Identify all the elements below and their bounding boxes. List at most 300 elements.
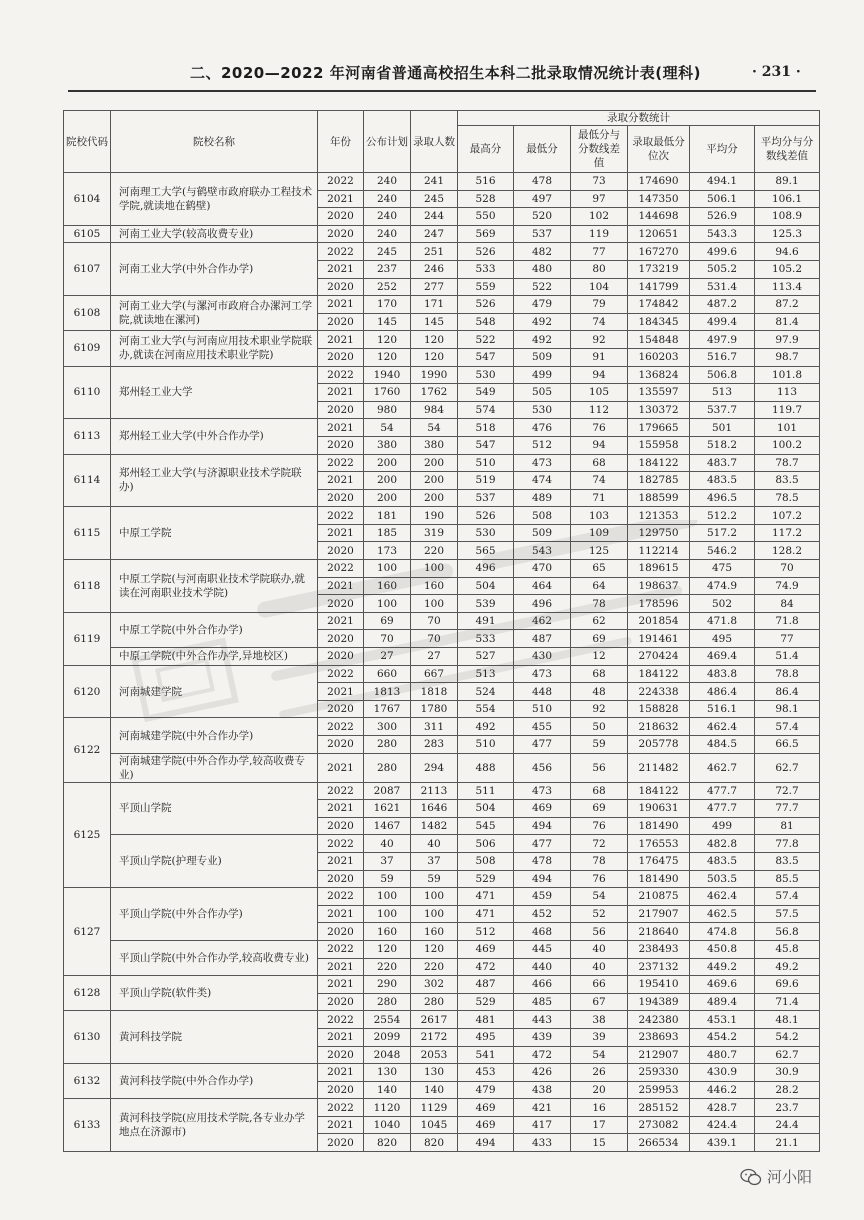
cell-year: 2022 bbox=[318, 888, 364, 906]
cell-admitted: 100 bbox=[411, 595, 458, 613]
cell-rank: 190631 bbox=[628, 800, 690, 818]
cell-min: 426 bbox=[514, 1064, 571, 1082]
cell-year: 2021 bbox=[318, 683, 364, 701]
page-number: · 231 · bbox=[752, 64, 801, 80]
cell-name: 平顶山学院(软件类) bbox=[111, 976, 318, 1011]
cell-diff: 20 bbox=[571, 1081, 628, 1099]
table-row bbox=[64, 331, 820, 349]
cell-avg: 501 bbox=[690, 419, 755, 437]
cell-max: 554 bbox=[458, 700, 514, 718]
cell-avg-diff: 51.4 bbox=[755, 648, 820, 666]
cell-rank: 120651 bbox=[628, 225, 690, 243]
cell-avg: 546.2 bbox=[690, 542, 755, 560]
cell-max: 518 bbox=[458, 419, 514, 437]
cell-avg-diff: 106.1 bbox=[755, 190, 820, 208]
cell-admitted: 200 bbox=[411, 489, 458, 507]
table-row bbox=[64, 225, 820, 243]
cell-year: 2022 bbox=[318, 173, 364, 191]
cell-rank: 144698 bbox=[628, 208, 690, 226]
cell-rank: 218632 bbox=[628, 718, 690, 736]
cell-admitted: 100 bbox=[411, 888, 458, 906]
cell-rank: 167270 bbox=[628, 243, 690, 261]
cell-rank: 194389 bbox=[628, 993, 690, 1011]
cell-avg-diff: 94.6 bbox=[755, 243, 820, 261]
cell-year: 2020 bbox=[318, 278, 364, 296]
cell-rank: 211482 bbox=[628, 753, 690, 782]
cell-admitted: 2617 bbox=[411, 1011, 458, 1029]
cell-avg-diff: 107.2 bbox=[755, 507, 820, 525]
cell-diff: 94 bbox=[571, 366, 628, 384]
cell-avg: 499 bbox=[690, 817, 755, 835]
cell-diff: 64 bbox=[571, 577, 628, 595]
cell-avg-diff: 77 bbox=[755, 630, 820, 648]
cell-min: 479 bbox=[514, 296, 571, 314]
cell-year: 2021 bbox=[318, 419, 364, 437]
cell-avg-diff: 72.7 bbox=[755, 782, 820, 800]
cell-avg: 469.4 bbox=[690, 648, 755, 666]
cell-plan: 1467 bbox=[364, 817, 411, 835]
cell-admitted: 1646 bbox=[411, 800, 458, 818]
cell-code: 6118 bbox=[64, 560, 111, 613]
cell-max: 529 bbox=[458, 870, 514, 888]
cell-avg-diff: 128.2 bbox=[755, 542, 820, 560]
cell-name: 平顶山学院 bbox=[111, 782, 318, 835]
cell-avg: 449.2 bbox=[690, 958, 755, 976]
cell-admitted: 820 bbox=[411, 1134, 458, 1152]
cell-max: 530 bbox=[458, 366, 514, 384]
cell-year: 2020 bbox=[318, 208, 364, 226]
cell-year: 2020 bbox=[318, 630, 364, 648]
cell-avg-diff: 84 bbox=[755, 595, 820, 613]
cell-rank: 238693 bbox=[628, 1028, 690, 1046]
cell-code: 6120 bbox=[64, 665, 111, 718]
cell-admitted: 283 bbox=[411, 736, 458, 754]
cell-name: 黄河科技学院(应用技术学院,各专业办学地点在济源市) bbox=[111, 1099, 318, 1152]
cell-min: 440 bbox=[514, 958, 571, 976]
col-header-avg-diff: 平均分与分数线差值 bbox=[755, 126, 820, 173]
cell-year: 2020 bbox=[318, 648, 364, 666]
cell-avg: 496.5 bbox=[690, 489, 755, 507]
cell-year: 2020 bbox=[318, 1081, 364, 1099]
cell-admitted: 2172 bbox=[411, 1028, 458, 1046]
cell-avg-diff: 56.8 bbox=[755, 923, 820, 941]
cell-year: 2021 bbox=[318, 472, 364, 490]
cell-code: 6114 bbox=[64, 454, 111, 507]
cell-rank: 224338 bbox=[628, 683, 690, 701]
cell-avg: 497.9 bbox=[690, 331, 755, 349]
cell-plan: 140 bbox=[364, 1081, 411, 1099]
cell-diff: 62 bbox=[571, 612, 628, 630]
cell-max: 547 bbox=[458, 436, 514, 454]
cell-avg-diff: 77.7 bbox=[755, 800, 820, 818]
cell-rank: 184122 bbox=[628, 454, 690, 472]
cell-diff: 76 bbox=[571, 817, 628, 835]
cell-min: 487 bbox=[514, 630, 571, 648]
cell-plan: 1760 bbox=[364, 384, 411, 402]
cell-min: 510 bbox=[514, 700, 571, 718]
cell-avg: 483.8 bbox=[690, 665, 755, 683]
cell-avg: 494.1 bbox=[690, 173, 755, 191]
cell-diff: 66 bbox=[571, 976, 628, 994]
cell-code: 6128 bbox=[64, 976, 111, 1011]
cell-plan: 120 bbox=[364, 940, 411, 958]
cell-diff: 109 bbox=[571, 524, 628, 542]
cell-plan: 54 bbox=[364, 419, 411, 437]
cell-plan: 181 bbox=[364, 507, 411, 525]
cell-name: 河南城建学院(中外合作办学,较高收费专业) bbox=[111, 753, 318, 782]
cell-year: 2021 bbox=[318, 800, 364, 818]
cell-plan: 130 bbox=[364, 1064, 411, 1082]
cell-min: 455 bbox=[514, 718, 571, 736]
cell-year: 2021 bbox=[318, 260, 364, 278]
cell-diff: 74 bbox=[571, 313, 628, 331]
cell-max: 547 bbox=[458, 348, 514, 366]
cell-min: 485 bbox=[514, 993, 571, 1011]
cell-avg: 482.8 bbox=[690, 835, 755, 853]
watermark-brand-text: 河小阳 bbox=[767, 1168, 813, 1186]
cell-year: 2021 bbox=[318, 753, 364, 782]
cell-admitted: 100 bbox=[411, 560, 458, 578]
cell-year: 2022 bbox=[318, 835, 364, 853]
cell-avg-diff: 113.4 bbox=[755, 278, 820, 296]
cell-admitted: 1482 bbox=[411, 817, 458, 835]
cell-name: 中原工学院 bbox=[111, 507, 318, 560]
cell-admitted: 245 bbox=[411, 190, 458, 208]
cell-plan: 380 bbox=[364, 436, 411, 454]
cell-min: 543 bbox=[514, 542, 571, 560]
cell-year: 2021 bbox=[318, 1028, 364, 1046]
cell-min: 473 bbox=[514, 665, 571, 683]
cell-diff: 40 bbox=[571, 958, 628, 976]
cell-diff: 15 bbox=[571, 1134, 628, 1152]
cell-avg: 439.1 bbox=[690, 1134, 755, 1152]
cell-diff: 91 bbox=[571, 348, 628, 366]
cell-diff: 112 bbox=[571, 401, 628, 419]
cell-diff: 68 bbox=[571, 665, 628, 683]
cell-plan: 120 bbox=[364, 348, 411, 366]
cell-min: 448 bbox=[514, 683, 571, 701]
cell-avg-diff: 69.6 bbox=[755, 976, 820, 994]
cell-plan: 27 bbox=[364, 648, 411, 666]
cell-rank: 189615 bbox=[628, 560, 690, 578]
cell-min: 478 bbox=[514, 852, 571, 870]
cell-max: 548 bbox=[458, 313, 514, 331]
cell-year: 2021 bbox=[318, 612, 364, 630]
cell-code: 6108 bbox=[64, 296, 111, 331]
cell-code: 6110 bbox=[64, 366, 111, 419]
admission-statistics-table bbox=[63, 110, 820, 1152]
cell-admitted: 120 bbox=[411, 940, 458, 958]
cell-plan: 100 bbox=[364, 888, 411, 906]
cell-admitted: 277 bbox=[411, 278, 458, 296]
cell-code: 6125 bbox=[64, 782, 111, 888]
cell-plan: 660 bbox=[364, 665, 411, 683]
cell-avg-diff: 28.2 bbox=[755, 1081, 820, 1099]
cell-admitted: 190 bbox=[411, 507, 458, 525]
cell-year: 2021 bbox=[318, 1116, 364, 1134]
col-header-admitted: 录取人数 bbox=[411, 111, 458, 173]
col-header-plan: 公布计划 bbox=[364, 111, 411, 173]
cell-avg-diff: 105.2 bbox=[755, 260, 820, 278]
cell-plan: 2554 bbox=[364, 1011, 411, 1029]
cell-avg-diff: 117.2 bbox=[755, 524, 820, 542]
cell-min: 509 bbox=[514, 524, 571, 542]
cell-year: 2022 bbox=[318, 507, 364, 525]
cell-avg-diff: 101 bbox=[755, 419, 820, 437]
table-body bbox=[64, 173, 820, 1152]
cell-name: 河南工业大学(中外合作办学) bbox=[111, 243, 318, 296]
cell-max: 492 bbox=[458, 718, 514, 736]
cell-rank: 181490 bbox=[628, 870, 690, 888]
cell-avg-diff: 86.4 bbox=[755, 683, 820, 701]
cell-year: 2020 bbox=[318, 542, 364, 560]
cell-max: 522 bbox=[458, 331, 514, 349]
cell-diff: 50 bbox=[571, 718, 628, 736]
cell-diff: 76 bbox=[571, 870, 628, 888]
cell-admitted: 251 bbox=[411, 243, 458, 261]
cell-min: 492 bbox=[514, 331, 571, 349]
table-row bbox=[64, 976, 820, 994]
cell-plan: 237 bbox=[364, 260, 411, 278]
cell-rank: 173219 bbox=[628, 260, 690, 278]
cell-rank: 266534 bbox=[628, 1134, 690, 1152]
cell-plan: 200 bbox=[364, 454, 411, 472]
cell-plan: 185 bbox=[364, 524, 411, 542]
cell-diff: 94 bbox=[571, 436, 628, 454]
cell-diff: 103 bbox=[571, 507, 628, 525]
cell-avg-diff: 125.3 bbox=[755, 225, 820, 243]
cell-admitted: 1762 bbox=[411, 384, 458, 402]
cell-rank: 188599 bbox=[628, 489, 690, 507]
cell-min: 430 bbox=[514, 648, 571, 666]
cell-year: 2022 bbox=[318, 1011, 364, 1029]
cell-year: 2021 bbox=[318, 905, 364, 923]
cell-avg: 495 bbox=[690, 630, 755, 648]
cell-name: 郑州轻工业大学(与济源职业技术学院联办) bbox=[111, 454, 318, 507]
cell-rank: 242380 bbox=[628, 1011, 690, 1029]
cell-name: 河南工业大学(较高收费专业) bbox=[111, 225, 318, 243]
cell-max: 565 bbox=[458, 542, 514, 560]
cell-avg: 446.2 bbox=[690, 1081, 755, 1099]
cell-year: 2022 bbox=[318, 454, 364, 472]
cell-min: 459 bbox=[514, 888, 571, 906]
cell-year: 2020 bbox=[318, 595, 364, 613]
cell-avg-diff: 97.9 bbox=[755, 331, 820, 349]
cell-diff: 40 bbox=[571, 940, 628, 958]
cell-plan: 240 bbox=[364, 225, 411, 243]
cell-avg: 462.5 bbox=[690, 905, 755, 923]
cell-max: 539 bbox=[458, 595, 514, 613]
cell-max: 494 bbox=[458, 1134, 514, 1152]
cell-admitted: 247 bbox=[411, 225, 458, 243]
table-row bbox=[64, 665, 820, 683]
cell-avg: 428.7 bbox=[690, 1099, 755, 1117]
cell-avg: 480.7 bbox=[690, 1046, 755, 1064]
cell-year: 2020 bbox=[318, 870, 364, 888]
cell-max: 495 bbox=[458, 1028, 514, 1046]
cell-avg-diff: 48.1 bbox=[755, 1011, 820, 1029]
table-row bbox=[64, 1099, 820, 1117]
cell-rank: 195410 bbox=[628, 976, 690, 994]
cell-min: 477 bbox=[514, 835, 571, 853]
cell-avg: 469.6 bbox=[690, 976, 755, 994]
cell-plan: 820 bbox=[364, 1134, 411, 1152]
cell-min: 489 bbox=[514, 489, 571, 507]
cell-diff: 56 bbox=[571, 753, 628, 782]
wechat-icon bbox=[740, 1168, 762, 1186]
cell-diff: 67 bbox=[571, 993, 628, 1011]
cell-year: 2020 bbox=[318, 313, 364, 331]
cell-max: 513 bbox=[458, 665, 514, 683]
cell-avg: 454.2 bbox=[690, 1028, 755, 1046]
table-row bbox=[64, 753, 820, 782]
cell-admitted: 319 bbox=[411, 524, 458, 542]
cell-year: 2020 bbox=[318, 436, 364, 454]
cell-max: 471 bbox=[458, 905, 514, 923]
cell-admitted: 246 bbox=[411, 260, 458, 278]
cell-avg-diff: 77.8 bbox=[755, 835, 820, 853]
cell-avg-diff: 81 bbox=[755, 817, 820, 835]
cell-min: 512 bbox=[514, 436, 571, 454]
cell-avg-diff: 81.4 bbox=[755, 313, 820, 331]
cell-avg: 430.9 bbox=[690, 1064, 755, 1082]
cell-name: 河南城建学院 bbox=[111, 665, 318, 718]
cell-avg-diff: 108.9 bbox=[755, 208, 820, 226]
cell-avg-diff: 71.8 bbox=[755, 612, 820, 630]
cell-plan: 280 bbox=[364, 993, 411, 1011]
cell-admitted: 1818 bbox=[411, 683, 458, 701]
cell-diff: 12 bbox=[571, 648, 628, 666]
cell-avg: 462.7 bbox=[690, 753, 755, 782]
cell-year: 2020 bbox=[318, 923, 364, 941]
cell-avg: 516.7 bbox=[690, 348, 755, 366]
cell-min: 462 bbox=[514, 612, 571, 630]
cell-diff: 77 bbox=[571, 243, 628, 261]
cell-min: 468 bbox=[514, 923, 571, 941]
cell-name: 平顶山学院(中外合作办学,较高收费专业) bbox=[111, 940, 318, 975]
cell-min: 494 bbox=[514, 817, 571, 835]
cell-min: 443 bbox=[514, 1011, 571, 1029]
cell-avg: 474.9 bbox=[690, 577, 755, 595]
cell-admitted: 311 bbox=[411, 718, 458, 736]
cell-name: 郑州轻工业大学 bbox=[111, 366, 318, 419]
cell-rank: 174690 bbox=[628, 173, 690, 191]
cell-min: 438 bbox=[514, 1081, 571, 1099]
cell-avg: 453.1 bbox=[690, 1011, 755, 1029]
cell-avg: 517.2 bbox=[690, 524, 755, 542]
cell-admitted: 241 bbox=[411, 173, 458, 191]
cell-admitted: 1045 bbox=[411, 1116, 458, 1134]
cell-avg-diff: 62.7 bbox=[755, 1046, 820, 1064]
cell-avg: 483.7 bbox=[690, 454, 755, 472]
cell-min: 494 bbox=[514, 870, 571, 888]
cell-max: 569 bbox=[458, 225, 514, 243]
cell-year: 2020 bbox=[318, 489, 364, 507]
cell-diff: 69 bbox=[571, 800, 628, 818]
cell-avg-diff: 83.5 bbox=[755, 852, 820, 870]
cell-max: 471 bbox=[458, 888, 514, 906]
cell-min: 496 bbox=[514, 595, 571, 613]
cell-plan: 59 bbox=[364, 870, 411, 888]
cell-avg-diff: 89.1 bbox=[755, 173, 820, 191]
cell-admitted: 1780 bbox=[411, 700, 458, 718]
cell-rank: 212907 bbox=[628, 1046, 690, 1064]
cell-max: 527 bbox=[458, 648, 514, 666]
cell-min: 439 bbox=[514, 1028, 571, 1046]
cell-admitted: 40 bbox=[411, 835, 458, 853]
cell-rank: 112214 bbox=[628, 542, 690, 560]
cell-rank: 130372 bbox=[628, 401, 690, 419]
table-row bbox=[64, 718, 820, 736]
cell-max: 506 bbox=[458, 835, 514, 853]
cell-rank: 178596 bbox=[628, 595, 690, 613]
cell-diff: 68 bbox=[571, 454, 628, 472]
cell-avg-diff: 21.1 bbox=[755, 1134, 820, 1152]
cell-avg: 450.8 bbox=[690, 940, 755, 958]
cell-diff: 65 bbox=[571, 560, 628, 578]
cell-year: 2021 bbox=[318, 190, 364, 208]
cell-name: 河南城建学院(中外合作办学) bbox=[111, 718, 318, 753]
cell-plan: 280 bbox=[364, 753, 411, 782]
cell-max: 510 bbox=[458, 454, 514, 472]
cell-rank: 179665 bbox=[628, 419, 690, 437]
cell-code: 6109 bbox=[64, 331, 111, 366]
cell-year: 2021 bbox=[318, 852, 364, 870]
cell-name: 平顶山学院(护理专业) bbox=[111, 835, 318, 888]
cell-avg: 506.8 bbox=[690, 366, 755, 384]
cell-avg-diff: 49.2 bbox=[755, 958, 820, 976]
cell-plan: 37 bbox=[364, 852, 411, 870]
cell-plan: 240 bbox=[364, 190, 411, 208]
cell-admitted: 220 bbox=[411, 542, 458, 560]
cell-admitted: 1990 bbox=[411, 366, 458, 384]
cell-min: 537 bbox=[514, 225, 571, 243]
cell-rank: 121353 bbox=[628, 507, 690, 525]
cell-plan: 220 bbox=[364, 958, 411, 976]
cell-year: 2022 bbox=[318, 366, 364, 384]
cell-rank: 174842 bbox=[628, 296, 690, 314]
table-row bbox=[64, 560, 820, 578]
cell-max: 504 bbox=[458, 800, 514, 818]
cell-admitted: 70 bbox=[411, 612, 458, 630]
cell-rank: 155958 bbox=[628, 436, 690, 454]
cell-diff: 72 bbox=[571, 835, 628, 853]
cell-plan: 280 bbox=[364, 736, 411, 754]
cell-avg: 462.4 bbox=[690, 888, 755, 906]
cell-rank: 184345 bbox=[628, 313, 690, 331]
cell-avg-diff: 71.4 bbox=[755, 993, 820, 1011]
cell-max: 526 bbox=[458, 507, 514, 525]
cell-avg: 471.8 bbox=[690, 612, 755, 630]
cell-admitted: 302 bbox=[411, 976, 458, 994]
cell-min: 497 bbox=[514, 190, 571, 208]
cell-min: 530 bbox=[514, 401, 571, 419]
cell-diff: 80 bbox=[571, 260, 628, 278]
cell-avg-diff: 83.5 bbox=[755, 472, 820, 490]
cell-name: 河南工业大学(与漯河市政府合办漯河工学院,就读地在漯河) bbox=[111, 296, 318, 331]
cell-min: 478 bbox=[514, 173, 571, 191]
cell-code: 6119 bbox=[64, 612, 111, 665]
cell-year: 2021 bbox=[318, 524, 364, 542]
cell-admitted: 140 bbox=[411, 1081, 458, 1099]
cell-plan: 70 bbox=[364, 630, 411, 648]
cell-avg: 475 bbox=[690, 560, 755, 578]
cell-code: 6122 bbox=[64, 718, 111, 782]
cell-max: 533 bbox=[458, 260, 514, 278]
cell-rank: 205778 bbox=[628, 736, 690, 754]
cell-admitted: 145 bbox=[411, 313, 458, 331]
cell-rank: 184122 bbox=[628, 782, 690, 800]
